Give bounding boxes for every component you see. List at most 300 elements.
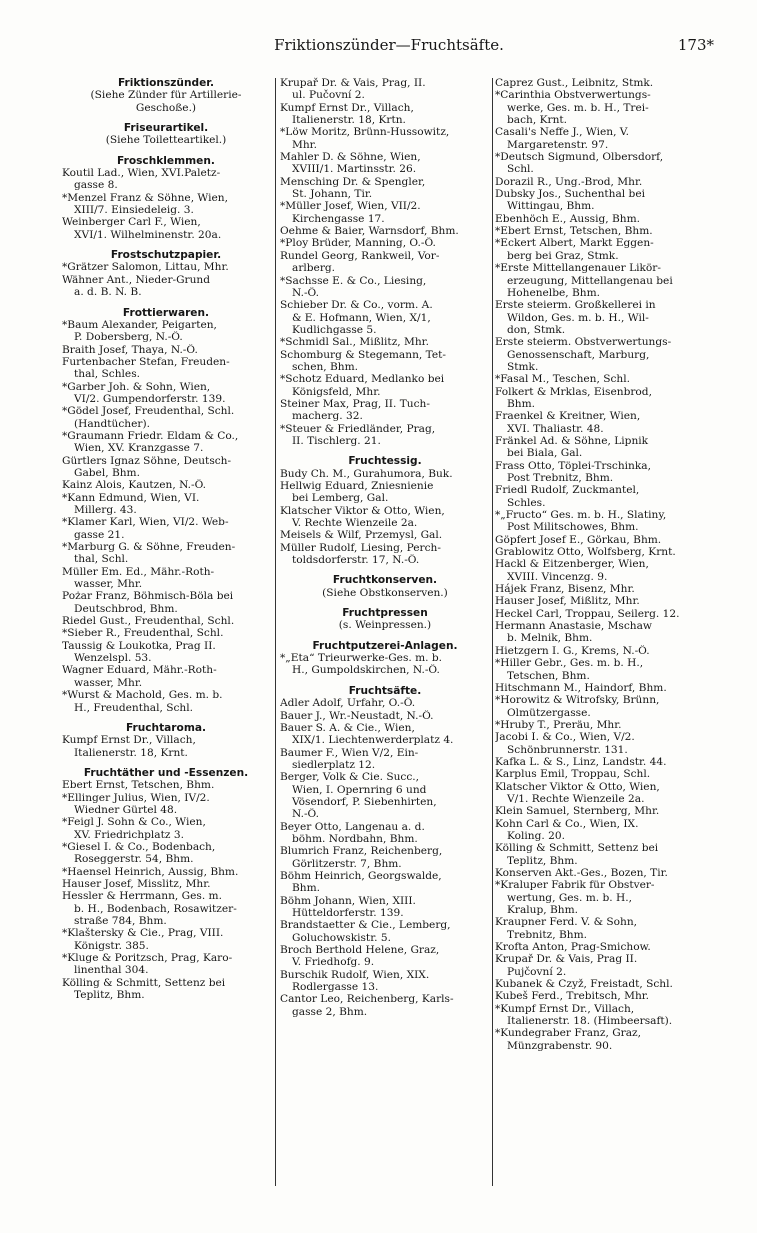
entry-line: Tetschen, Bhm. (507, 669, 590, 682)
directory-entry (495, 151, 709, 176)
directory-entry (280, 697, 490, 709)
section-gap (280, 599, 490, 607)
directory-entry (280, 77, 490, 102)
directory-entry (495, 682, 709, 694)
directory-entry (495, 509, 709, 534)
entry-line: *Sieber R., Freudenthal, Schl. (62, 627, 224, 640)
entry-line: Riedel Gust., Freudenthal, Schl. (62, 615, 235, 628)
directory-entry (280, 151, 490, 176)
directory-entry (495, 978, 709, 990)
entry-line: Kralup, Bhm. (507, 904, 579, 917)
directory-entry (280, 237, 490, 249)
entry-line: Wähner Ant., Nieder-Grund (62, 273, 211, 286)
directory-entry (280, 747, 490, 772)
entry-line: *Feigl J. Sohn & Co., Wien, (62, 816, 206, 829)
cross-reference (62, 89, 270, 114)
column-right (495, 77, 709, 1052)
entry-line: Klatscher Viktor & Otto, Wien, (495, 780, 660, 793)
entry-line: Hauser Josef, Misslitz, Mhr. (62, 877, 211, 890)
entry-line: Steiner Max, Prag, II. Tuch- (280, 397, 430, 410)
entry-line: Wien, I. Opernring 6 und (292, 783, 427, 796)
entry-line: Roseggerstr. 54, Bhm. (74, 853, 194, 866)
entry-line: *Menzel Franz & Söhne, Wien, (62, 191, 228, 204)
entry-line: Koling. 20. (507, 829, 565, 842)
entry-line: Krupař Dr. & Vais, Prag, II. (280, 77, 426, 89)
entry-line: Schieber Dr. & Co., vorm. A. (280, 299, 433, 312)
entry-line: XIX/1. Liechtenwerderplatz 4. (292, 734, 454, 747)
entry-line: Hauser Josef, Mißlitz, Mhr. (495, 595, 640, 608)
section-heading: Frottierwaren. (122, 306, 210, 319)
entry-line: Klein Samuel, Sternberg, Mhr. (495, 805, 660, 818)
cross-reference (280, 587, 490, 599)
entry-line: don, Stmk. (507, 323, 566, 336)
directory-entry (495, 77, 709, 89)
entry-line: Kudlichgasse 5. (292, 323, 377, 336)
entry-line: thal, Schl. (74, 553, 129, 566)
entry-line: wasser, Mhr. (74, 578, 143, 591)
directory-entry (280, 275, 490, 300)
entry-line: Genossenschaft, Marburg, (507, 348, 650, 361)
column-middle (280, 77, 490, 1018)
entry-line: Burschik Rudolf, Wien, XIX. (280, 968, 430, 981)
directory-entry (280, 821, 490, 846)
note-line: (Siehe Obstkonserven.) (322, 586, 448, 599)
entry-line: gasse 2, Bhm. (292, 1005, 368, 1018)
directory-entry (495, 299, 709, 336)
entry-line: *Gödel Josef, Freudenthal, Schl. (62, 405, 235, 418)
directory-entry (495, 719, 709, 731)
entry-line: berg bei Graz, Stmk. (507, 249, 619, 262)
entry-line: Hietzgern I. G., Krems, N.-Ö. (495, 644, 650, 657)
entry-line: Hessler & Herrmann, Ges. m. (62, 890, 222, 903)
entry-line: *Ellinger Julius, Wien, IV/2. (62, 791, 210, 804)
directory-entry (62, 590, 270, 615)
directory-entry (62, 689, 270, 714)
entry-line: Teplitz, Bhm. (74, 989, 145, 1002)
entry-line: Konserven Akt.-Ges., Bozen, Tir. (495, 867, 668, 879)
directory-entry (495, 460, 709, 485)
entry-line: Budy Ch. M., Gurahumora, Buk. (280, 467, 453, 480)
entry-line: *Löw Moritz, Brünn-Hussowitz, (280, 126, 450, 139)
directory-entry (495, 916, 709, 941)
entry-line: *Deutsch Sigmund, Olbersdorf, (495, 151, 664, 164)
entry-line: Görlitzerstr. 7, Bhm. (292, 857, 402, 870)
directory-entry (280, 336, 490, 348)
entry-line: *Ebert Ernst, Tetschen, Bhm. (495, 225, 653, 238)
entry-line: *Garber Joh. & Sohn, Wien, (62, 380, 211, 393)
directory-entry (495, 410, 709, 435)
directory-entry (280, 398, 490, 423)
entry-line: siedlerplatz 12. (292, 758, 376, 771)
directory-entry (280, 895, 490, 920)
directory-entry (62, 405, 270, 430)
section-heading: Fruchtpressen (342, 607, 428, 620)
entry-line: Deutschbrod, Bhm. (74, 602, 178, 615)
entry-line: Beyer Otto, Langenau a. d. (280, 820, 425, 833)
directory-entry (62, 479, 270, 491)
directory-entry (62, 192, 270, 217)
entry-line: *Kraluper Fabrik für Obstver- (495, 879, 655, 892)
directory-entry (280, 349, 490, 374)
entry-line: H., Freudenthal, Schl. (74, 701, 194, 714)
directory-entry (495, 990, 709, 1002)
entry-line: b. H., Bodenbach, Rosawitzer- (74, 902, 237, 915)
entry-line: Kohn Carl & Co., Wien, IX. (495, 817, 639, 830)
entry-line: Erste steierm. Obstverwertungs- (495, 336, 672, 349)
directory-entry (495, 386, 709, 411)
column-divider (492, 78, 493, 1186)
directory-entry (495, 842, 709, 867)
entry-line: Ebert Ernst, Tetschen, Bhm. (62, 779, 215, 792)
entry-line: XV. Friedrichplatz 3. (74, 828, 184, 841)
entry-line: Fränkel Ad. & Söhne, Lipnik (495, 434, 649, 447)
entry-line: Müller Rudolf, Liesing, Perch- (280, 541, 441, 554)
directory-entry (62, 640, 270, 665)
entry-line: Olmützergasse. (507, 706, 591, 719)
entry-line: N.-Ö. (292, 808, 319, 821)
entry-line: Italienerstr. 18, Krnt. (74, 746, 188, 759)
directory-entry (62, 878, 270, 890)
directory-entry (62, 344, 270, 356)
directory-entry (495, 768, 709, 780)
directory-entry (62, 516, 270, 541)
entry-line: *Baum Alexander, Peigarten, (62, 318, 217, 331)
entry-line: Adler Adolf, Urfahr, O.-Ö. (280, 697, 416, 710)
directory-entry (62, 664, 270, 689)
entry-line: Kainz Alois, Kautzen, N.-Ö. (62, 479, 207, 492)
entry-line: Schomburg & Stegemann, Tet- (280, 348, 446, 361)
entry-line: Furtenbacher Stefan, Freuden- (62, 355, 230, 368)
entry-line: wasser, Mhr. (74, 676, 143, 689)
entry-line: *Kundegraber Franz, Graz, (495, 1027, 641, 1040)
directory-entry (495, 941, 709, 953)
entry-line: Schles. (507, 496, 546, 509)
directory-entry (495, 645, 709, 657)
directory-entry (62, 274, 270, 299)
directory-entry (495, 176, 709, 188)
directory-entry (495, 805, 709, 817)
entry-line: Trebnitz, Bhm. (507, 928, 587, 941)
entry-line: Wildon, Ges. m. b. H., Wil- (507, 311, 649, 324)
directory-entry (280, 542, 490, 567)
entry-line: Broch Berthold Helene, Graz, (280, 944, 440, 957)
entry-line: *Giesel I. & Co., Bodenbach, (62, 840, 216, 853)
directory-entry (280, 870, 490, 895)
directory-entry (62, 455, 270, 480)
entry-line: Oehme & Baier, Warnsdorf, Bhm. (280, 225, 459, 238)
directory-entry (280, 710, 490, 722)
directory-entry (62, 216, 270, 241)
entry-line: Post Trebnitz, Bhm. (507, 472, 614, 484)
directory-entry (495, 756, 709, 768)
directory-entry (280, 423, 490, 448)
directory-entry (495, 558, 709, 583)
entry-line: *Eckert Albert, Markt Eggen- (495, 237, 654, 250)
directory-entry (495, 953, 709, 978)
entry-line: Mensching Dr. & Spengler, (280, 175, 426, 188)
entry-line: Rodlergasse 13. (292, 981, 379, 994)
entry-line: Grablowitz Otto, Wolfsberg, Krnt. (495, 546, 676, 559)
entry-line: Fraenkel & Kreitner, Wien, (495, 410, 641, 423)
directory-entry (280, 200, 490, 225)
directory-entry (280, 225, 490, 237)
entry-line: *Grätzer Salomon, Littau, Mhr. (62, 261, 229, 274)
cross-reference (62, 134, 270, 146)
entry-line: Koutil Lad., Wien, XVI.Paletz- (62, 167, 221, 180)
entry-line: V. Friedhofg. 9. (292, 956, 375, 969)
entry-line: Goluchowskistr. 5. (292, 931, 391, 944)
entry-line: b. Melnik, Bhm. (507, 632, 593, 645)
section-heading: Fruchtputzerei-Anlagen. (312, 639, 458, 652)
entry-line: Kubeš Ferd., Trebitsch, Mhr. (495, 990, 650, 1003)
entry-line: Wiedner Gürtel 48. (74, 803, 178, 816)
entry-line: Cantor Leo, Reichenberg, Karls- (280, 993, 454, 1006)
directory-entry (495, 188, 709, 213)
directory-entry (280, 845, 490, 870)
section-heading: Fruchtsäfte. (348, 684, 422, 697)
section-heading: Froschklemmen. (117, 154, 215, 167)
directory-entry (62, 319, 270, 344)
entry-line: Schl. (507, 163, 534, 176)
entry-line: *„Eta“ Trieurwerke-Ges. m. b. (280, 652, 443, 665)
entry-line: P. Dobersberg, N.-Ö. (74, 331, 183, 344)
entry-line: Gürtlers Ignaz Söhne, Deutsch- (62, 454, 232, 467)
cross-reference (280, 619, 490, 631)
section-gap (62, 714, 270, 722)
directory-entry (280, 480, 490, 505)
directory-entry (62, 927, 270, 952)
entry-line: Hohenelbe, Bhm. (507, 286, 600, 299)
entry-line: Frass Otto, Töplei-Trschinka, (495, 459, 651, 472)
entry-line: Friedl Rudolf, Zuckmantel, (495, 484, 640, 497)
column-divider (275, 78, 276, 1186)
entry-line: Jacobi I. & Co., Wien, V/2. (495, 731, 635, 744)
section-heading: Fruchtessig. (348, 455, 422, 468)
entry-line: Hitschmann M., Haindorf, Bhm. (495, 681, 667, 694)
directory-entry (62, 952, 270, 977)
section-heading: Frostschutzpapier. (110, 249, 222, 262)
directory-entry (62, 566, 270, 591)
entry-line: *Schotz Eduard, Medlanko bei (280, 373, 445, 386)
entry-line: Blumrich Franz, Reichenberg, (280, 845, 443, 858)
directory-entry (280, 126, 490, 151)
entry-line: schen, Bhm. (292, 360, 359, 373)
section-gap (280, 566, 490, 574)
entry-line: Hütteldorferstr. 139. (292, 907, 404, 919)
entry-line: Mhr. (292, 138, 317, 151)
entry-line: Bauer S. A. & Cie., Wien, (280, 721, 415, 734)
directory-entry (495, 657, 709, 682)
directory-entry (280, 102, 490, 127)
entry-line: II. Tischlerg. 21. (292, 434, 381, 447)
directory-entry (280, 373, 490, 398)
directory-entry (62, 430, 270, 455)
entry-line: Margaretenstr. 97. (507, 138, 609, 151)
entry-line: thal, Schles. (74, 368, 140, 381)
directory-entry (280, 176, 490, 201)
entry-line: böhm. Nordbahn, Bhm. (292, 832, 418, 845)
directory-entry (62, 492, 270, 517)
entry-line: ul. Pučovní 2. (292, 89, 365, 102)
entry-line: bei Lemberg, Gal. (292, 492, 389, 505)
entry-line: *Steuer & Friedländer, Prag, (280, 422, 436, 435)
directory-entry (495, 731, 709, 756)
entry-line: erzeugung, Mittellangenau bei (507, 274, 673, 287)
directory-entry (280, 529, 490, 541)
entry-line: Dorazil R., Ung.-Brod, Mhr. (495, 175, 643, 188)
directory-entry (280, 969, 490, 994)
directory-entry (495, 126, 709, 151)
entry-line: Casali's Neffe J., Wien, V. (495, 126, 629, 139)
entry-line: *Kumpf Ernst Dr., Villach, (495, 1002, 635, 1015)
entry-line: Stmk. (507, 360, 539, 373)
entry-line: bei Biala, Gal. (507, 447, 583, 460)
directory-entry (495, 867, 709, 879)
entry-line: Wagner Eduard, Mähr.-Roth- (62, 664, 217, 677)
entry-line: Weinberger Carl F., Wien, (62, 216, 201, 229)
page-title: Friktionszünder—Fruchtsäfte. (274, 36, 504, 54)
entry-line: straße 784, Bhm. (74, 915, 167, 927)
entry-line: Müller Em. Ed., Mähr.-Roth- (62, 565, 215, 578)
entry-line: Teplitz, Bhm. (507, 854, 578, 867)
section-heading: Fruchtäther und -Essenzen. (83, 766, 249, 779)
entry-line: XVI. Thaliastr. 48. (507, 422, 604, 435)
entry-line: bach, Krnt. (507, 114, 568, 127)
entry-line: *Klamer Karl, Wien, VI/2. Web- (62, 516, 229, 529)
entry-line: (Handtücher). (74, 417, 150, 430)
directory-entry (62, 615, 270, 627)
entry-line: Meisels & Wilf, Przemysl, Gal. (280, 529, 443, 542)
directory-entry (280, 652, 490, 677)
entry-line: Hermann Anastasie, Mschaw (495, 620, 652, 633)
entry-line: Königstr. 385. (74, 939, 149, 952)
section-gap (62, 759, 270, 767)
directory-entry (495, 373, 709, 385)
directory-entry (495, 336, 709, 373)
entry-line: Erste steierm. Großkellerei in (495, 299, 656, 312)
entry-line: *Kluge & Poritzsch, Prag, Karo- (62, 952, 233, 965)
entry-line: Böhm Johann, Wien, XIII. (280, 894, 416, 907)
entry-line: Rundel Georg, Rankweil, Vor- (280, 249, 440, 262)
entry-line: Kölling & Schmitt, Settenz bei (495, 842, 659, 855)
entry-line: Göpfert Josef E., Görkau, Bhm. (495, 533, 662, 546)
entry-line: Taussig & Loukotka, Prag II. (62, 639, 216, 652)
entry-line: Gabel, Bhm. (74, 466, 140, 479)
directory-entry (495, 694, 709, 719)
entry-line: Brandstaetter & Cie., Lemberg, (280, 919, 451, 932)
entry-line: Italienerstr. 18, Krtn. (292, 114, 406, 127)
entry-line: *Ploy Brüder, Manning, O.-Ö. (280, 237, 436, 250)
entry-line: *Müller Josef, Wien, VII/2. (280, 200, 421, 213)
entry-line: Millerg. 43. (74, 504, 137, 516)
entry-line: Braith Josef, Thaya, N.-Ö. (62, 343, 198, 356)
section-gap (62, 241, 270, 249)
entry-line: linenthal 304. (74, 964, 149, 977)
entry-line: *Carinthia Obstverwertungs- (495, 89, 651, 102)
entry-line: a. d. B. N. B. (74, 286, 142, 299)
directory-entry (495, 595, 709, 607)
directory-entry (495, 534, 709, 546)
section-gap (62, 114, 270, 122)
directory-entry (62, 541, 270, 566)
entry-line: Ebenhöch E., Aussig, Bhm. (495, 212, 641, 225)
entry-line: gasse 8. (74, 179, 118, 192)
entry-line: Post Militschowes, Bhm. (507, 521, 639, 534)
directory-entry (280, 299, 490, 336)
entry-line: Baumer F., Wien V/2, Ein- (280, 746, 419, 759)
entry-line: Caprez Gust., Leibnitz, Stmk. (495, 77, 654, 89)
section-heading: Friseurartikel. (123, 122, 209, 135)
section-gap (62, 299, 270, 307)
directory-entry (62, 792, 270, 817)
directory-entry (280, 250, 490, 275)
entry-line: *Horowitz & Witrofsky, Brünn, (495, 694, 660, 707)
directory-entry (495, 484, 709, 509)
entry-line: Kumpf Ernst Dr., Villach, (280, 101, 414, 114)
directory-entry (62, 381, 270, 406)
entry-line: Kraupner Ferd. V. & Sohn, (495, 916, 638, 929)
entry-line: macherg. 32. (292, 410, 363, 423)
entry-line: Berger, Volk & Cie. Succ., (280, 771, 420, 784)
directory-entry (62, 841, 270, 866)
entry-line: Vösendorf, P. Siebenhirten, (292, 795, 437, 808)
directory-entry (62, 734, 270, 759)
directory-entry (62, 866, 270, 878)
directory-entry (62, 890, 270, 927)
directory-entry (62, 977, 270, 1002)
directory-entry (62, 167, 270, 192)
entry-line: *Kann Edmund, Wien, VI. (62, 491, 200, 504)
entry-line: Heckel Carl, Troppau, Seilerg. 12. (495, 607, 680, 620)
entry-line: *Fasal M., Teschen, Schl. (495, 373, 631, 386)
entry-line: Kirchengasse 17. (292, 212, 385, 225)
directory-entry (495, 608, 709, 620)
note-line: (Siehe Toiletteartikel.) (105, 134, 227, 147)
directory-entry (495, 89, 709, 126)
note-line: (s. Weinpressen.) (338, 619, 432, 632)
directory-entry (495, 546, 709, 558)
directory-entry (280, 468, 490, 480)
page-header (64, 36, 714, 56)
entry-line: *Hiller Gebr., Ges. m. b. H., (495, 657, 644, 670)
entry-line: V/1. Rechte Wienzeile 2a. (507, 792, 645, 805)
section-heading: Fruchtaroma. (125, 721, 207, 734)
directory-entry (495, 213, 709, 225)
directory-entry (495, 262, 709, 299)
entry-line: toldsdorferstr. 17, N.-Ö. (292, 554, 420, 567)
entry-line: *Klaštersky & Cie., Prag, VIII. (62, 927, 224, 940)
directory-entry (62, 627, 270, 639)
entry-line: Wenzelspl. 53. (74, 652, 152, 665)
entry-line: Krupař Dr. & Vais, Prag II. (495, 953, 638, 966)
entry-line: XVIII. Vincenzg. 9. (507, 570, 608, 583)
directory-entry (280, 505, 490, 530)
entry-line: Bhm. (507, 397, 536, 410)
entry-line: Klatscher Viktor & Otto, Wien, (280, 504, 445, 517)
entry-line: arlberg. (292, 262, 336, 275)
entry-line: Kölling & Schmitt, Settenz bei (62, 976, 226, 989)
entry-line: *Erste Mittellangenauer Likör- (495, 262, 661, 275)
directory-entry (495, 1003, 709, 1028)
note-line: (Siehe Zünder für Artillerie- (90, 89, 242, 102)
entry-line: Pożar Franz, Böhmisch-Böla bei (62, 590, 234, 603)
entry-line: Bhm. (292, 882, 321, 895)
entry-line: *Haensel Heinrich, Aussig, Bhm. (62, 865, 239, 878)
entry-line: Kumpf Ernst Dr., Villach, (62, 734, 196, 747)
entry-line: Folkert & Mrklas, Eisenbrod, (495, 385, 652, 398)
entry-line: Pujčovní 2. (507, 965, 567, 978)
entry-line: *Marburg G. & Söhne, Freuden- (62, 541, 236, 554)
